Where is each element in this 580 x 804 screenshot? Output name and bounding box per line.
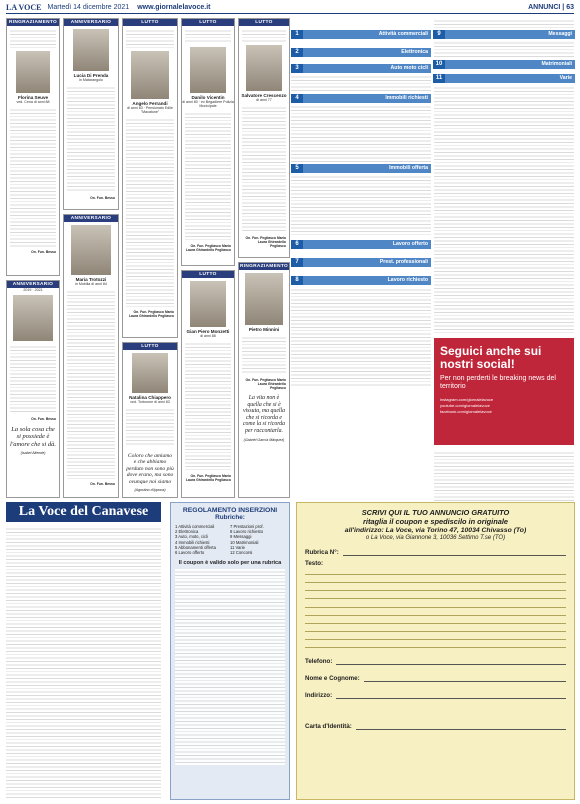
- obituary-name: Gian Piero Monzetti: [186, 329, 230, 334]
- obituary-sign: On. Fun. Pegliasco Mario Laura Ghirardello Pegliasco: [185, 244, 231, 252]
- obituary-kind: ANNIVERSARIO: [7, 281, 59, 288]
- rubric-header: [291, 276, 431, 285]
- obituary-kind: ANNIVERSARIO: [64, 19, 118, 26]
- rubric-number: 2: [291, 48, 303, 57]
- obituary-quote: La vita non è quella che si è vissuta, ma quella che si ricorda e come la si ricorda per raccontarla.: [242, 395, 286, 434]
- obituary-card: [181, 18, 235, 266]
- telefono-input[interactable]: [336, 659, 566, 665]
- social-banner[interactable]: [434, 338, 574, 445]
- masthead: [6, 502, 161, 798]
- rubric-number: 4: [291, 94, 303, 103]
- rubric-label: Immobili offerta: [303, 164, 431, 173]
- rubric-number: 9: [433, 30, 445, 39]
- portrait-photo: [131, 51, 169, 99]
- obituary-meta: in Matarangolo: [79, 78, 103, 82]
- rubric-item: 12 Concorsi: [230, 550, 253, 556]
- obituary-card: [122, 342, 178, 498]
- obituary-sign: On. Fun. Besso: [90, 482, 115, 486]
- rubric-label: Elettronica: [303, 48, 431, 57]
- facebook-link[interactable]: facebook.com/giornalelavoce: [440, 409, 492, 414]
- obituary-meta: ved. Tortorone di anni 83: [130, 400, 170, 404]
- rubric-header: [291, 240, 431, 249]
- indirizzo-input[interactable]: [336, 693, 566, 699]
- portrait-photo: [190, 281, 226, 327]
- obituary-name: Florina Seuve: [17, 95, 49, 100]
- portrait-photo: [245, 273, 283, 325]
- obituary-card: [6, 18, 60, 276]
- rubric-number: 8: [291, 276, 303, 285]
- rubric-number: 6: [291, 240, 303, 249]
- obituary-sign: On. Fun. Besso: [90, 196, 115, 200]
- rubric-label: Messaggi: [445, 30, 575, 39]
- social-title: Seguici anche sui nostri social!: [440, 344, 542, 371]
- obituary-name: Angelo Ferrandi: [132, 101, 168, 106]
- form-head-2: ritaglia il coupon e spediscilo in originale: [363, 517, 508, 526]
- obituary-kind: LUTTO: [182, 19, 234, 26]
- rubric-item: 5 Abbonamenti offerta: [175, 544, 216, 550]
- carta-label: Carta d'Identità:: [305, 723, 352, 731]
- rubric-item: 2 Elettronica: [175, 529, 199, 535]
- rubric-item: 9 Messaggi: [230, 534, 252, 540]
- rubric-number: 1: [291, 30, 303, 39]
- rubric-header: [291, 64, 431, 73]
- obituary-quote: La sola cosa che si possiede è l'amore che si dà.: [10, 426, 56, 448]
- obituary-kind: LUTTO: [123, 19, 177, 26]
- obituary-quote: Coloro che amiamo e che abbiamo perduto non sono più dove erano, ma sono ovunque noi siamo: [126, 453, 174, 485]
- header-section: ANNUNCI | 63: [528, 4, 574, 11]
- header-site[interactable]: www.giornalelavoce.it: [137, 4, 211, 11]
- rubric-label: Varie: [445, 74, 575, 83]
- instagram-link[interactable]: instagram.com/giornalelavoce: [440, 397, 494, 402]
- form-head-4: o La Voce, via Giannone 3, 10036 Settimo T.se (TO): [365, 535, 506, 541]
- nome-field[interactable]: [305, 675, 566, 682]
- obituary-kind: RINGRAZIAMENTO: [239, 264, 289, 269]
- rubric-header: [291, 30, 431, 39]
- portrait-photo: [73, 29, 109, 71]
- obituary-card: [181, 270, 235, 498]
- portrait-photo: [132, 353, 168, 393]
- rubric-item: 11 Varie: [230, 544, 245, 550]
- rubric-item: 1 Attività commerciali: [175, 524, 215, 529]
- obituary-name: Lucia Di Prenda: [73, 73, 109, 78]
- testo-field: [305, 560, 566, 567]
- obituary-kind: RINGRAZIAMENTO: [8, 20, 58, 25]
- rubrica-label: Rubrica N°:: [305, 548, 339, 556]
- rubric-item: 4 Immobili richiesti: [175, 539, 210, 545]
- portrait-photo: [190, 47, 226, 93]
- nome-input[interactable]: [364, 676, 566, 682]
- indirizzo-field[interactable]: [305, 692, 566, 699]
- obituary-name: Maria Trotozzi: [75, 277, 107, 282]
- rubric-number: 7: [291, 258, 303, 267]
- obituary-sign: On. Fun. Besso: [31, 250, 56, 254]
- rubric-number: 3: [291, 64, 303, 73]
- rubric-label: Prest. professionali: [303, 258, 431, 267]
- rubric-label: Matrimoniali: [445, 60, 575, 69]
- quote-author: (Gabriel García Márquez): [243, 437, 285, 442]
- obituary-name: Natalina Chiappero: [129, 395, 171, 400]
- obituary-sign: On. Fun. Pegliasco Mario Laura Ghirardello Pegliasco: [245, 378, 286, 390]
- header-brand: LA VOCE: [6, 3, 42, 12]
- portrait-photo: [71, 225, 111, 275]
- obituary-card: [63, 18, 119, 210]
- rubric-label: Immobili richiesti: [303, 94, 431, 103]
- obituary-card: [63, 214, 119, 498]
- obituary-sign: On. Fun. Pegliasco Mario Laura Ghirardello Pegliasco: [128, 310, 174, 318]
- coupon-form[interactable]: [296, 502, 575, 800]
- obituary-name: Pietro Minnini: [248, 327, 280, 332]
- youtube-link[interactable]: youtube.com/giornalelavoce: [440, 403, 490, 408]
- obituary-sign: On. Fun. Pegliasco Mario Laura Ghirardello Pegliasco: [245, 236, 286, 248]
- rubric-header: [433, 60, 575, 69]
- testo-input[interactable]: [305, 567, 566, 649]
- obituary-meta: in Mobilia di anni 84: [75, 282, 107, 286]
- portrait-photo: [246, 45, 282, 91]
- obituary-card: [122, 18, 178, 338]
- rubric-header: [291, 48, 431, 57]
- rubric-item: 3 Auto, moto, cicli: [175, 534, 208, 540]
- obituary-meta: di anni 77: [256, 98, 272, 102]
- page-header: [6, 2, 574, 14]
- obituary-meta: ved. Cena di anni 88: [16, 100, 50, 104]
- obituary-kind: LUTTO: [123, 343, 177, 350]
- rubric-item: 6 Lavoro offerto: [175, 550, 205, 556]
- carta-input[interactable]: [356, 724, 566, 730]
- rubric-item: 10 Matrimoniali: [230, 539, 259, 545]
- rubrica-field[interactable]: [305, 549, 566, 556]
- portrait-photo: [13, 295, 53, 341]
- rubric-label: Lavoro offerto: [303, 240, 431, 249]
- obituary-sign: On. Fun. Besso: [31, 417, 56, 421]
- obituary-sign: On. Fun. Pegliasco Mario Laura Ghirardello Pegliasco: [185, 474, 231, 482]
- obituary-kind: ANNIVERSARIO: [64, 215, 118, 222]
- quote-author: (Isabel Allende): [20, 451, 46, 456]
- obituary-meta: di anni 88: [200, 334, 216, 338]
- rubric-item: 8 Lavoro richiesto: [230, 529, 264, 535]
- rubric-header: [291, 94, 431, 103]
- rubric-header: [433, 74, 575, 83]
- social-text: Per non perderti le breaking news del territorio: [440, 375, 556, 390]
- obituary-name: Salvatore Crescenzo: [241, 93, 287, 98]
- obituary-meta: di anni 83 · Pensionato Edile "Macatone": [127, 106, 173, 114]
- quote-author: (Agostino d'Ippona): [134, 488, 166, 493]
- obituary-card: [238, 262, 290, 498]
- testo-label: Testo:: [305, 559, 324, 567]
- regolamento-subtitle: Rubriche:: [215, 514, 245, 521]
- telefono-field[interactable]: [305, 658, 566, 665]
- coupon-note: Il coupon è valido solo per una rubrica: [178, 560, 282, 567]
- rubric-header: [291, 164, 431, 173]
- indirizzo-label: Indirizzo:: [305, 692, 333, 700]
- portrait-photo: [16, 51, 50, 93]
- nome-label: Nome e Cognome:: [305, 675, 360, 683]
- rubric-label: Lavoro richiesto: [303, 276, 431, 285]
- regolamento-title: REGOLAMENTO INSERZIONI: [182, 507, 278, 514]
- rubric-header: [433, 30, 575, 39]
- obituary-kind: LUTTO: [182, 271, 234, 278]
- obituary-name: Danilo Vicentin: [191, 95, 225, 100]
- regolamento-box: [170, 502, 290, 800]
- rubric-number: 11: [433, 74, 445, 83]
- obituary-meta: 2019 · 2021: [23, 288, 43, 292]
- obituary-kind: LUTTO: [239, 19, 289, 26]
- carta-field[interactable]: [305, 723, 566, 730]
- form-head-3: all'indirizzo: La Voce, via Torino 47, 10034 Chivasso (To): [344, 527, 527, 534]
- telefono-label: Telefono:: [305, 658, 333, 666]
- masthead-title: La Voce del Canavese: [6, 502, 161, 522]
- rubric-item: 7 Prestazioni prof.: [230, 524, 264, 529]
- header-date: Martedì 14 dicembre 2021: [47, 4, 130, 11]
- obituary-card: [238, 18, 290, 258]
- rubric-number: 5: [291, 164, 303, 173]
- rubric-number: 10: [433, 60, 445, 69]
- rubric-header: [291, 258, 431, 267]
- rubrica-input[interactable]: [343, 550, 566, 556]
- obituary-card: [6, 280, 60, 498]
- rubric-label: Attività commerciali: [303, 30, 431, 39]
- rubric-label: Auto moto cicli: [303, 64, 431, 73]
- obituary-meta: di anni 80 · ex Brigadiere Polizia Municipale: [182, 100, 234, 108]
- form-head-1: SCRIVI QUI IL TUO ANNUNCIO GRATUITO: [361, 508, 510, 517]
